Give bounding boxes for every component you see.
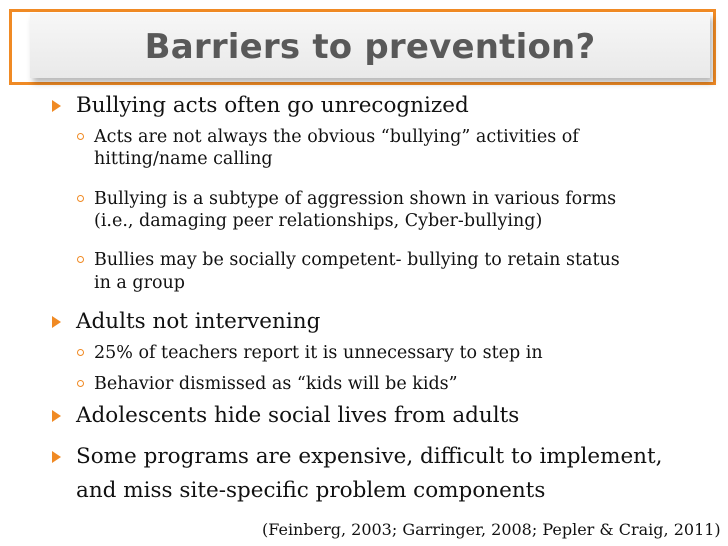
bullet-4-line-1: Some programs are expensive, difficult to implement, <box>76 444 663 469</box>
bullet-2-sub-1: 25% of teachers report it is unnecessary to step in <box>94 343 543 363</box>
citation: (Feinberg, 2003; Garringer, 2008; Pepler & Craig, 2011) <box>262 520 721 539</box>
bullet-arrow-icon <box>52 451 61 463</box>
bullet-1-sub-2-line-2: (i.e., damaging peer relationships, Cyber-bullying) <box>94 211 543 231</box>
bullet-1-sub-3-line-2: in a group <box>94 273 186 293</box>
slide-title: Barriers to prevention? <box>144 27 596 67</box>
bullet-4-line-2: and miss site-specific problem components <box>76 478 546 503</box>
sub-bullet-circle-icon <box>77 195 84 202</box>
bullet-2-text: Adults not intervening <box>76 309 321 334</box>
bullet-2-sub-2: Behavior dismissed as “kids will be kids” <box>94 374 458 394</box>
bullet-1-sub-2-line-1: Bullying is a subtype of aggression shown in various forms <box>94 189 617 209</box>
sub-bullet-circle-icon <box>77 349 84 356</box>
bullet-1-sub-3-line-1: Bullies may be socially competent- bullying to retain status <box>94 250 620 270</box>
bullet-1-sub-1-line-2: hitting/name calling <box>94 149 273 169</box>
sub-bullet-circle-icon <box>77 380 84 387</box>
bullet-arrow-icon <box>52 410 61 422</box>
bullet-arrow-icon <box>52 100 61 112</box>
bullet-1-sub-1-line-1: Acts are not always the obvious “bullying” activities of <box>94 127 579 147</box>
bullet-3-text: Adolescents hide social lives from adults <box>76 403 520 428</box>
sub-bullet-circle-icon <box>77 256 84 263</box>
bullet-arrow-icon <box>52 316 61 328</box>
bullet-1-text: Bullying acts often go unrecognized <box>76 93 469 118</box>
sub-bullet-circle-icon <box>77 133 84 140</box>
